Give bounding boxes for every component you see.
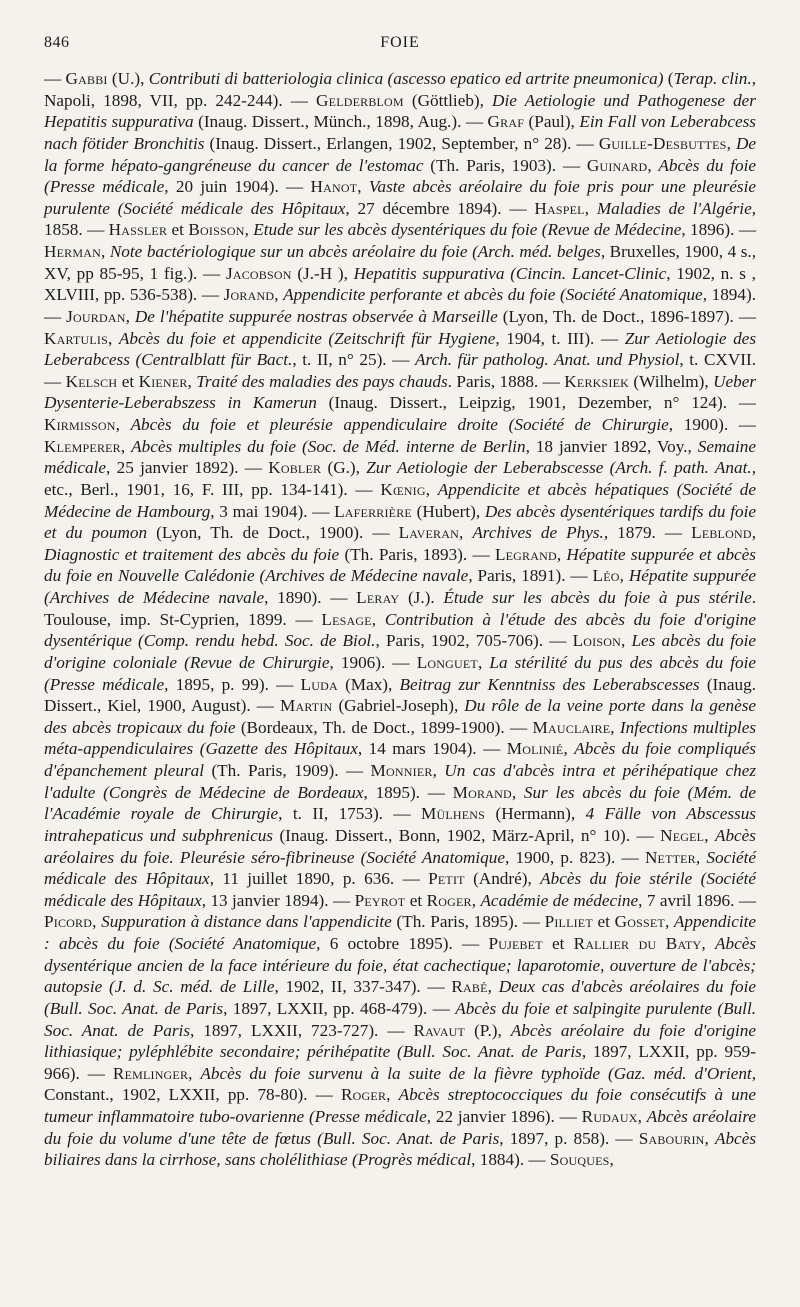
author-name: Gabbi xyxy=(65,69,108,88)
work-title: Abcès streptococciques du foie consécutifs à une tumeur inflammatoire tubo-ovarienne (Presse médicale xyxy=(44,1085,757,1126)
work-title: Maladies de l'Algérie xyxy=(596,198,752,218)
author-name: Leray xyxy=(356,588,400,607)
citation-text: , xyxy=(701,934,715,953)
page-number: 846 xyxy=(44,34,70,51)
citation-text: , Paris, 1902, 705-706). — xyxy=(375,631,573,651)
work-title: Abcès du foie survenu à la suite de la fièvre typhoïde (Gaz. méd. d'Orient xyxy=(200,1063,752,1083)
citation-text: (Hermann), xyxy=(485,804,586,824)
author-name: Jorand xyxy=(223,285,275,305)
citation-text: , xyxy=(120,436,132,456)
citation-text: , 1900). — xyxy=(668,415,756,434)
citation-text: , t. II, 1753). — xyxy=(278,804,422,824)
author-name: Kœnig xyxy=(380,479,426,499)
citation-text: (Lyon, Th. de Doct., 1896-1897). — xyxy=(497,306,757,326)
citation-text: , 1902, II, 337-347). — xyxy=(274,977,452,997)
citation-text: et xyxy=(167,220,189,240)
work-title: Arch. für patholog. Anat. und Physiol xyxy=(415,350,680,370)
work-title: Hépatite suppurée et abcès du foie en Nouvelle Calédonie (Archives de Médecine navale xyxy=(44,544,756,586)
citation-text: , xyxy=(92,912,102,932)
work-title: Abcès aréolaire du foie d'origine lithiasique; pyléphlébite secondaire; périhépatite (Bull. Soc. Anat. de Paris xyxy=(44,1020,757,1062)
author-name: Hassler xyxy=(108,220,168,240)
author-name: Kobler xyxy=(268,458,322,478)
work-title: Abcès du foie et appendicite (Zeitschrift für Hygiene xyxy=(118,328,496,348)
author-name: Netter xyxy=(644,847,696,867)
citation-text: , t. CXVII. — xyxy=(44,350,756,391)
citation-text: , 27 décembre 1894). — xyxy=(345,198,535,218)
work-title: Hepatitis suppurativa (Cincin. Lancet-Clinic xyxy=(353,263,667,283)
citation-text: (Wilhelm), xyxy=(628,371,714,391)
citation-text: , 1902, n. s , XLVIII, pp. 536-538). — xyxy=(44,263,756,305)
citation-text: , xyxy=(487,977,499,997)
citation-text: , 1906). — xyxy=(329,652,417,672)
citation-text: (Th. Paris, 1909). — xyxy=(204,761,371,780)
work-title: Du rôle de la veine porte dans la genèse des abcès tropicaux du foie xyxy=(44,696,757,737)
running-title: FOIE xyxy=(380,34,420,51)
citation-text: , xyxy=(115,415,131,434)
author-name: Souques xyxy=(549,1150,610,1170)
work-title: Deux cas d'abcès aréolaires du foie (Bull. Soc. Anat. de Paris xyxy=(44,977,756,1018)
citation-text: , 14 mars 1904). — xyxy=(357,739,507,759)
citation-text: (Paul), xyxy=(524,112,580,132)
citation-text: (J.-H ), xyxy=(291,263,354,283)
citation-text: et xyxy=(117,371,139,391)
author-name: Loison xyxy=(572,631,621,651)
author-name: Pilliet xyxy=(544,912,593,932)
work-title: Contribution à l'étude des abcès du foie d'origine dysentérique (Comp. rendu hebd. Soc. de Biol. xyxy=(44,609,756,651)
citation-text: , 11 juillet 1890, p. 636. — xyxy=(209,869,429,889)
citation-text: (J.). xyxy=(399,588,444,607)
citation-text: , t. II, n° 25). — xyxy=(292,350,415,370)
citation-text: et xyxy=(542,934,574,953)
citation-text: (Bordeaux, Th. de Doct., 1899-1900). — xyxy=(235,717,533,737)
author-name: Luda xyxy=(300,674,338,694)
citation-text: , xyxy=(125,306,135,326)
author-name: Guinard xyxy=(586,155,648,175)
author-name: Boisson xyxy=(188,220,245,240)
citation-text: , xyxy=(274,285,284,305)
author-name: Pujebet xyxy=(488,934,543,953)
author-name: Kiener xyxy=(138,371,188,391)
citation-text: , 1897, p. 858). — xyxy=(499,1128,639,1148)
citation-text: (U.), xyxy=(107,69,149,88)
citation-text: , xyxy=(100,242,110,261)
author-name: Kartulis xyxy=(44,328,108,348)
work-title: Un cas d'abcès intra et périhépatique chez l'adulte (Congrès de Médecine de Bordeaux xyxy=(44,761,757,802)
work-title: De l'hépatite suppurée nostras observée à Marseille xyxy=(134,306,498,326)
author-name: Kerksiek xyxy=(564,371,629,391)
author-name: Peyrot xyxy=(354,890,406,910)
citation-text: (P.), xyxy=(465,1020,511,1040)
citation-text: (Max), xyxy=(337,674,400,694)
work-title: Les abcès du foie d'origine coloniale (Revue de Chirurgie xyxy=(44,631,756,672)
author-name: Haspel xyxy=(534,198,585,218)
author-name: Petit xyxy=(428,869,465,889)
author-name: Gelderblom xyxy=(316,90,404,110)
citation-text: (Hubert), xyxy=(411,501,485,521)
work-title: Abcès du foie (Presse médicale xyxy=(44,155,757,197)
work-title: Abcès du foie et salpingite purulente (Bull. Soc. Anat. de Paris xyxy=(44,998,757,1040)
author-name: Molinié xyxy=(506,739,564,759)
citation-text: et xyxy=(592,912,615,932)
citation-text: (Inaug. Dissert., Leipzig, 1901, Dezember, n° 124). — xyxy=(316,393,756,413)
citation-text: , 6 octobre 1895). — xyxy=(316,934,489,953)
work-title: Infections multiples méta-appendiculaires (Gazette des Hôpitaux xyxy=(44,717,757,759)
citation-text: , xyxy=(563,739,575,759)
citation-text: . Toulouse, imp. St-Cyprien, 1899. — xyxy=(44,588,756,629)
citation-text: (Th. Paris, 1895). — xyxy=(391,912,545,932)
citation-text: , xyxy=(432,761,445,780)
author-name: Ravaut xyxy=(413,1020,466,1040)
citation-text: ( xyxy=(663,69,674,88)
citation-text: , Bruxelles, 1900, 4 s., XV, pp 85-95, 1 fig.). — xyxy=(44,242,757,283)
work-title: Appendicite perforante et abcès du foie (Société Anatomique xyxy=(283,285,703,305)
author-name: Mülhens xyxy=(421,804,486,824)
author-name: Klemperer xyxy=(44,436,121,456)
running-head xyxy=(44,34,756,60)
citation-text: , xyxy=(556,544,567,564)
work-title: Ein Fall von Leberabcess nach fötider Bronchitis xyxy=(44,112,757,153)
work-title: Abcès du foie et pleurésie appendiculaire droite (Société de Chirurgie xyxy=(130,415,669,434)
citation-text: , etc., Berl., 1901, 16, F. III, pp. 134-141). — xyxy=(44,458,756,499)
citation-text: , xyxy=(371,609,385,629)
citation-text: (Th. Paris, 1893). — xyxy=(339,544,495,564)
author-name: Hanot xyxy=(310,177,358,197)
author-name: Kirmisson xyxy=(44,415,116,434)
author-name: Morand xyxy=(452,782,512,802)
citation-text: (Inaug. Dissert., Erlangen, 1902, September, n° 28). — xyxy=(204,133,599,153)
citation-text: , 1897, LXXII, 723-727). — xyxy=(190,1020,414,1040)
work-title: Abcès multiples du foie (Soc. de Méd. interne de Berlin xyxy=(131,436,526,456)
work-title: Vaste abcès aréolaire du foie pris pour une pleurésie purulente (Société médicale des Hôpitaux xyxy=(44,177,756,218)
author-name: Léo xyxy=(592,566,620,586)
work-title: Terap. clin. xyxy=(673,69,752,88)
citation-text: (Inaug. Dissert., Münch., 1898, Aug.). — xyxy=(193,112,488,132)
work-title: La stérilité du pus des abcès du foie (Presse médicale xyxy=(44,652,756,694)
work-title: Suppuration à distance dans l'appendicite xyxy=(101,912,392,932)
work-title: Hépatite suppurée (Archives de Médecine navale xyxy=(44,566,756,607)
citation-text: , xyxy=(751,523,756,543)
work-title: Zur Aetiologie des Leberabcess (Centralblatt für Bact. xyxy=(44,328,757,370)
work-title: 4 Fälle von Abscessus intrahepaticus und subphrenicus xyxy=(44,804,756,845)
author-name: Lesage xyxy=(321,609,372,629)
author-name: Sabourin xyxy=(638,1128,705,1148)
work-title: Des abcès dysentériques tardifs du foie et du poumon xyxy=(44,501,756,543)
citation-text: , xyxy=(704,1128,715,1148)
work-title: Beitrag zur Kenntniss des Leberabscesses xyxy=(399,674,700,694)
citation-text: , 1858. — xyxy=(44,198,756,240)
author-name: Picord xyxy=(44,912,93,932)
work-title: Contributi di batteriologia clinica (ascesso epatico ed artrite pneumonica) xyxy=(148,69,664,88)
work-title: Abcès du foie compliqués d'épanchement pleural xyxy=(44,739,756,780)
author-name: Leblond xyxy=(691,523,752,543)
citation-text: , 1904, t. III). — xyxy=(495,328,625,348)
citation-text: , xyxy=(471,890,481,910)
citation-text: et xyxy=(405,890,427,910)
work-title: Abcès aréolaires du foie. Pleurésie séro-fibrineuse (Société Anatomique xyxy=(44,825,756,867)
author-name: Negel xyxy=(660,825,705,845)
citation-text: (Inaug. Dissert., Kiel, 1900, August). — xyxy=(44,674,756,716)
work-title: Abcès dysentérique ancien de la face intérieure du foie, état cachectique; laparotomie, ouverture de l'abcès; autopsie (J. d. Sc. méd. de Lille xyxy=(44,934,757,997)
author-name: Monnier xyxy=(370,761,433,780)
citation-text: , xyxy=(357,177,369,197)
citation-text: , xyxy=(610,717,620,737)
citation-text: , 1900, p. 823). — xyxy=(505,847,645,867)
citation-text: — xyxy=(44,69,66,88)
author-name: Kelsch xyxy=(65,371,118,391)
citation-text: , Paris, 1891). — xyxy=(468,566,593,586)
work-title: Zur Aetiologie der Leberabscesse (Arch. f. path. Anat. xyxy=(366,458,752,478)
citation-text: (G.), xyxy=(321,458,367,478)
citation-text: , 1896). — xyxy=(681,220,757,240)
work-title: Société médicale des Hôpitaux xyxy=(44,847,757,889)
author-name: Jacobson xyxy=(225,263,292,283)
citation-text: , xyxy=(458,523,473,543)
citation-text: (André), xyxy=(464,869,541,889)
citation-text: , 1897, LXXII, pp. 959-966). — xyxy=(44,1042,756,1083)
citation-text: , xyxy=(726,133,736,153)
bibliography-paragraph xyxy=(44,68,756,1171)
citation-text: , 1897, LXXII, pp. 468-479). — xyxy=(223,998,456,1018)
author-name: Graf xyxy=(487,112,525,132)
author-name: Martin xyxy=(279,696,333,716)
author-name: Rudaux xyxy=(581,1107,638,1126)
work-title: Diagnostic et traitement des abcès du foie xyxy=(44,544,340,564)
citation-text: , xyxy=(188,1063,201,1083)
citation-text: (Inaug. Dissert., Bonn, 1902, März-April, n° 10). — xyxy=(273,825,661,845)
citation-text: , 25 janvier 1892). — xyxy=(106,458,269,478)
author-name: Jourdan xyxy=(66,306,126,326)
citation-text: , xyxy=(386,1085,399,1105)
citation-text: , 1879. — xyxy=(603,523,692,543)
citation-text: , xyxy=(695,847,707,867)
citation-text: , xyxy=(511,782,524,802)
author-name: Guille-Desbuttes xyxy=(598,133,727,153)
author-name: Herman xyxy=(44,242,101,261)
citation-text: , 1895). — xyxy=(363,782,453,802)
citation-text: , Napoli, 1898, VII, pp. 242-244). — xyxy=(44,69,756,110)
citation-text: , xyxy=(244,220,254,240)
citation-text: , 3 mai 1904). — xyxy=(210,501,335,521)
work-title: Note bactériologique sur un abcès aréolaire du foie (Arch. méd. belges xyxy=(109,242,601,261)
book-page xyxy=(44,34,756,1171)
citation-text: (Lyon, Th. de Doct., 1900). — xyxy=(147,523,399,543)
citation-text: (Göttlieb), xyxy=(403,90,493,110)
work-title: Etude sur les abcès dysentériques du foie (Revue de Médecine xyxy=(253,220,682,240)
work-title: De la forme hépato-gangréneuse du cancer de l'estomac xyxy=(44,133,757,175)
citation-text: , 1894). — xyxy=(44,285,756,326)
citation-text: , xyxy=(620,631,632,651)
citation-text: . Paris, 1888. — xyxy=(447,371,565,391)
author-name: Gosset xyxy=(614,912,665,932)
citation-text: , xyxy=(584,198,597,218)
citation-text: , xyxy=(187,371,197,391)
citation-text: , 22 janvier 1896). — xyxy=(426,1107,582,1126)
citation-text: , xyxy=(425,479,438,499)
citation-text: (Th. Paris, 1903). — xyxy=(423,155,587,175)
citation-text: , Constant., 1902, LXXII, pp. 78-80). — xyxy=(44,1063,756,1105)
author-name: Longuet xyxy=(416,652,478,672)
citation-text: , 7 avril 1896. — xyxy=(638,890,757,910)
work-title: Appendicite et abcès hépatiques (Société de Médecine de Hambourg xyxy=(44,479,756,521)
citation-text: , 13 janvier 1894). — xyxy=(201,890,355,910)
citation-text: , xyxy=(637,1107,647,1126)
citation-text: , xyxy=(664,912,674,932)
work-title: Appendicite : abcès du foie (Société Anatomique xyxy=(44,912,757,953)
work-title: Sur les abcès du foie (Mém. de l'Académie royale de Chirurgie xyxy=(44,782,756,824)
citation-text: , 1884). — xyxy=(471,1150,550,1170)
work-title: Traité des maladies des pays chauds xyxy=(196,371,448,391)
work-title: Étude sur les abcès du foie à pus stérile xyxy=(443,588,752,607)
author-name: Laferrière xyxy=(334,501,412,521)
citation-text: , xyxy=(107,328,119,348)
work-title: Académie de médecine xyxy=(480,890,639,910)
citation-text: (Gabriel-Joseph), xyxy=(332,696,465,716)
author-name: Rabé xyxy=(451,977,488,997)
citation-text: , 1895, p. 99). — xyxy=(164,674,301,694)
author-name: Remlinger xyxy=(112,1063,189,1083)
work-title: Semaine médicale xyxy=(44,436,757,478)
citation-text: , 18 janvier 1892, Voy., xyxy=(525,436,698,456)
citation-text: , xyxy=(477,652,490,672)
citation-text: , 1890). — xyxy=(264,588,357,607)
author-name: Roger xyxy=(341,1085,387,1105)
citation-text: , 20 juin 1904). — xyxy=(164,177,311,197)
work-title: Die Aetiologie und Pathogenese der Hepatitis suppurativa xyxy=(44,90,756,132)
work-title: Archives de Phys. xyxy=(472,523,604,543)
author-name: Rallier du Baty xyxy=(573,934,702,953)
citation-text: , xyxy=(619,566,629,586)
work-title: Abcès biliaires dans la cirrhose, sans cholélithiase (Progrès médical xyxy=(44,1128,757,1170)
author-name: Laveran xyxy=(398,523,459,543)
work-title: Abcès aréolaire du foie du volume d'une tête de fœtus (Bull. Soc. Anat. de Paris xyxy=(44,1107,756,1148)
citation-text: , xyxy=(704,825,715,845)
author-name: Roger xyxy=(426,890,472,910)
author-name: Legrand xyxy=(494,544,557,564)
citation-text: , xyxy=(647,155,659,175)
author-name: Mauclaire xyxy=(532,717,611,737)
citation-text: , xyxy=(609,1150,614,1170)
work-title: Abcès du foie stérile (Société médicale des Hôpitaux xyxy=(44,869,756,910)
work-title: Ueber Dysenterie-Leberabszess in Kamerun xyxy=(44,371,757,413)
